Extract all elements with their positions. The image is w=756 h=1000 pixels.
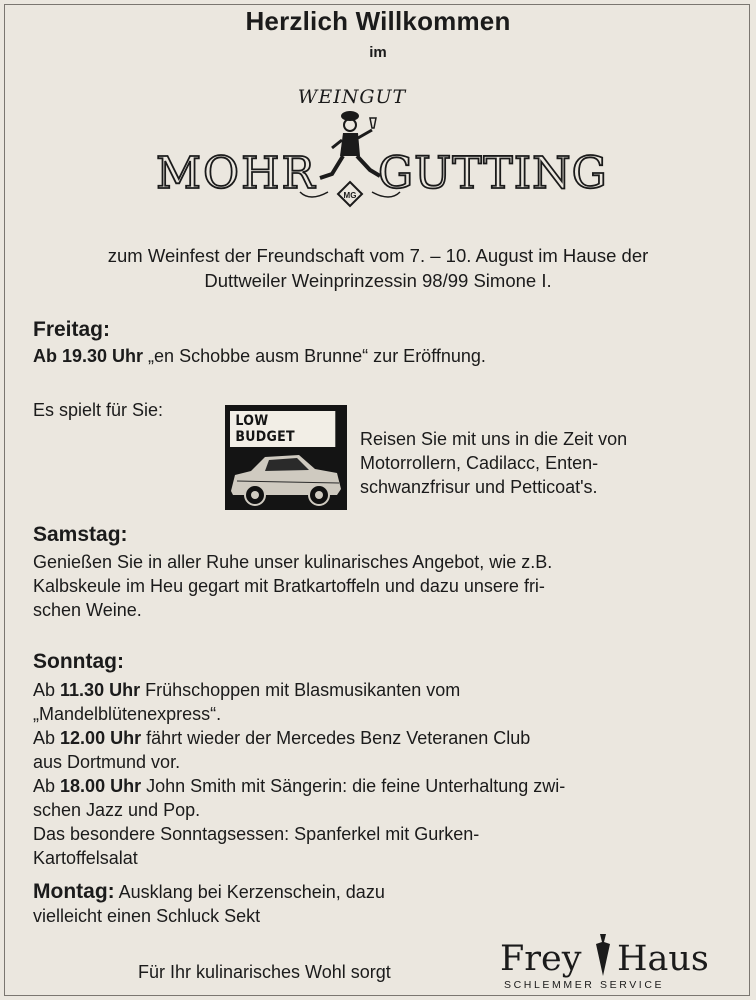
band-intro: Es spielt für Sie: [33, 400, 164, 420]
logo-top-word: WEINGUT [297, 86, 407, 108]
footer-sorgt: Für Ihr kulinarisches Wohl sorgt [138, 962, 391, 982]
samstag-line: Kalbskeule im Heu gegart mit Bratkartoffeln und dazu unsere fri- [33, 576, 545, 596]
montag-cont: vielleicht einen Schluck Sekt [33, 906, 261, 926]
samstag-text [33, 550, 552, 622]
freyhaus-logo [500, 930, 720, 992]
samstag-line: schen Weine. [33, 600, 142, 620]
band-desc-line: schwanzfrisur und Petticoat's. [360, 477, 598, 497]
winery-logo [150, 78, 608, 218]
sonntag-special-line: Kartoffelsalat [33, 848, 138, 868]
brand-sub: SCHLEMMER SERVICE [504, 979, 665, 991]
montag-text [33, 880, 385, 928]
sonntag-time: 11.30 Uhr [60, 680, 141, 700]
sonntag-item-cont: schen Jazz und Pop. [33, 800, 201, 820]
intro-line-2: Duttweiler Weinprinzessin 98/99 Simone I. [204, 270, 552, 291]
intro-line-1: zum Weinfest der Freundschaft vom 7. – 10. August im Hause der [107, 245, 649, 266]
band-desc-line: Reisen Sie mit uns in die Zeit von [360, 429, 628, 449]
sonntag-item-cont: aus Dortmund vor. [33, 752, 181, 772]
brand-right: Haus [617, 939, 709, 979]
sonntag-text [33, 678, 565, 870]
heading-samstag: Samstag: [33, 523, 128, 546]
sonntag-time: 18.00 Uhr [60, 776, 142, 796]
freitag-time: Ab 19.30 Uhr [33, 346, 144, 366]
sonntag-time: 12.00 Uhr [60, 728, 142, 748]
chef-icon [596, 934, 610, 976]
mascot-figure [320, 111, 380, 178]
logo-right-word: GUTTING [378, 148, 608, 199]
samstag-line: Genießen Sie in aller Ruhe unser kulinarisches Angebot, wie z.B. [33, 552, 553, 572]
vintage-car-icon [225, 441, 347, 510]
band-description [360, 427, 627, 499]
band-desc-line: Motorrollern, Cadilacc, Enten- [360, 453, 599, 473]
band-photo [225, 405, 347, 510]
freitag-text: „en Schobbe ausm Brunne“ zur Eröffnung. [143, 346, 486, 366]
sonntag-special-line: Das besondere Sonntagsessen: Spanferkel mit Gurken- [33, 824, 480, 844]
sonntag-item-cont: „Mandelblütenexpress“. [33, 704, 222, 724]
sonntag-item-line: Ab 12.00 Uhr fährt wieder der Mercedes Benz Veteranen Club [33, 728, 531, 748]
subtitle-im: im [369, 44, 387, 61]
logo-left-word: MOHR [156, 148, 317, 199]
heading-freitag: Freitag: [33, 318, 111, 341]
band-name: LOW BUDGET [230, 411, 335, 447]
freitag-line [33, 344, 486, 368]
montag-line: Montag: Ausklang bei Kerzenschein, dazu [33, 880, 385, 903]
logo-emblem-text: MG [343, 191, 357, 200]
heading-montag: Montag: [33, 880, 115, 903]
page-title: Herzlich Willkommen [245, 6, 511, 36]
sonntag-item-line: Ab 18.00 Uhr John Smith mit Sängerin: die feine Unterhaltung zwi- [33, 776, 566, 796]
sonntag-item-line: Ab 11.30 Uhr Frühschoppen mit Blasmusikanten vom [33, 680, 461, 700]
intro-text [0, 243, 756, 293]
heading-sonntag: Sonntag: [33, 650, 124, 673]
brand-left: Frey [500, 939, 582, 979]
